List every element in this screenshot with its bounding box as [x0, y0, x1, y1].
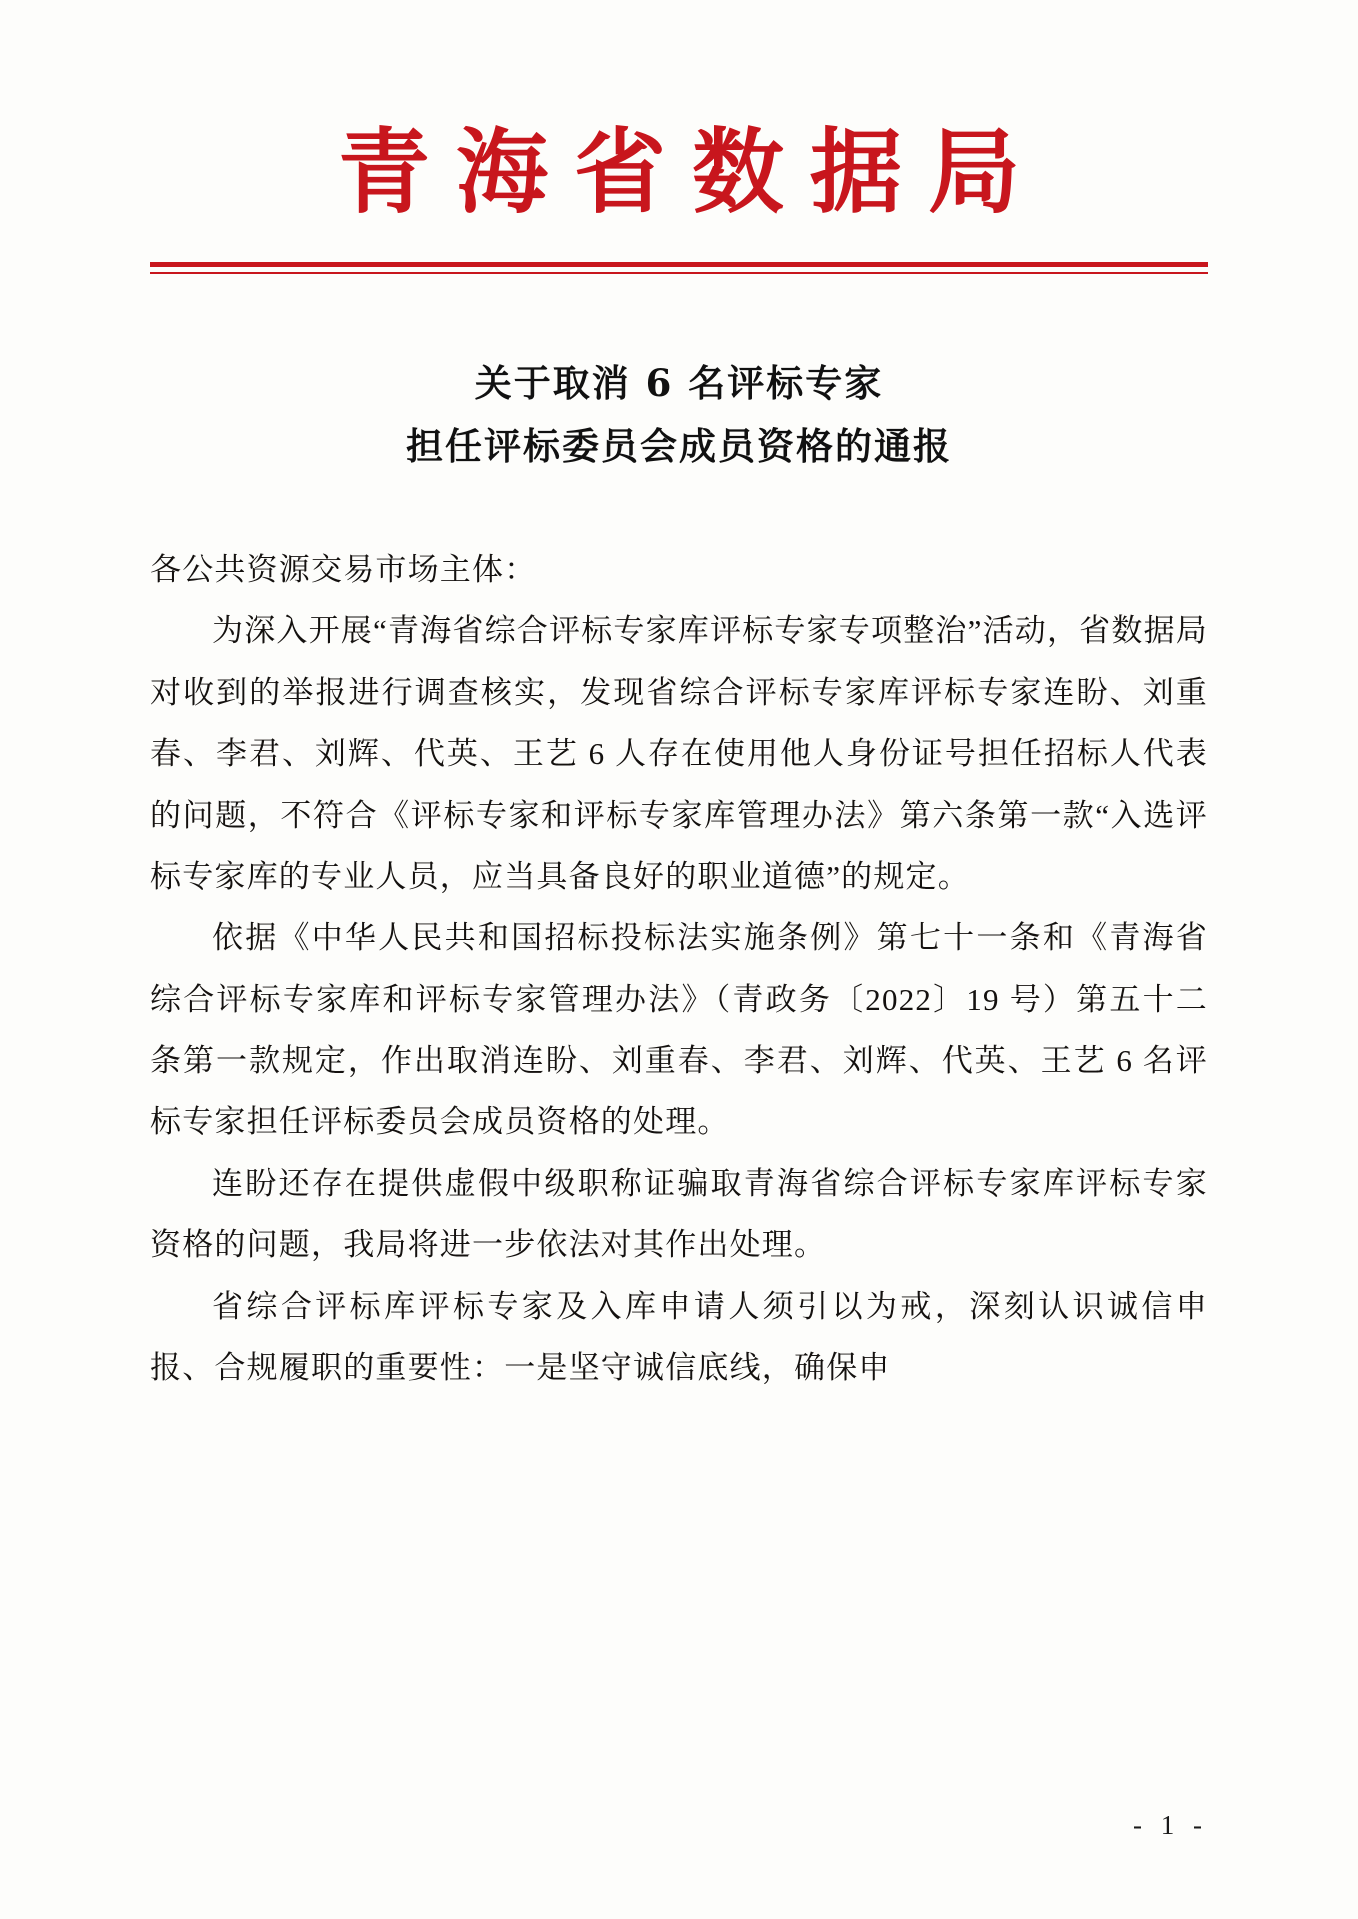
page-title-line-2: 担任评标委员会成员资格的通报	[406, 424, 952, 469]
letterhead	[150, 0, 1208, 274]
body-paragraph-2: 依据《中华人民共和国招标投标法实施条例》第七十一条和《青海省综合评标专家库和评标专家管理办法》（青政务〔2022〕19 号）第五十二条第一款规定，作出取消连盼、刘重春、李君、刘辉、代英、王艺 6 名评标专家担任评标委员会成员资格的处理。	[150, 920, 1208, 1140]
letterhead-rules	[150, 262, 1208, 274]
letterhead-rule-thin	[150, 272, 1208, 274]
page-title-line-1: 关于取消 6 名评标专家	[474, 360, 884, 405]
letterhead-rule-thick	[150, 262, 1208, 267]
body-paragraph-4: 省综合评标库评标专家及入库申请人须引以为戒，深刻认识诚信申报、合规履职的重要性：一是坚守诚信底线，确保申	[150, 1288, 1208, 1385]
page-number: - 1 -	[1133, 1810, 1208, 1840]
issuing-organization: 青海省数据局	[337, 118, 1046, 226]
body-paragraph-3: 连盼还存在提供虚假中级职称证骗取青海省综合评标专家库评标专家资格的问题，我局将进一步依法对其作出处理。	[150, 1165, 1208, 1263]
page-title	[150, 352, 1208, 479]
salutation: 各公共资源交易市场主体：	[150, 552, 537, 588]
document-body	[150, 539, 1208, 1398]
body-paragraph-1: 为深入开展“青海省综合评标专家库评标专家专项整治”活动，省数据局对收到的举报进行调查核实，发现省综合评标专家库评标专家连盼、刘重春、李君、刘辉、代英、王艺 6 人存在使用他人身份证号担任招标人代表的问题，不符合《评标专家和评标专家库管理办法》第六条第一款“入选评标专家库的专业人员，应当具备良好的职业道德”的规定。	[150, 613, 1208, 894]
